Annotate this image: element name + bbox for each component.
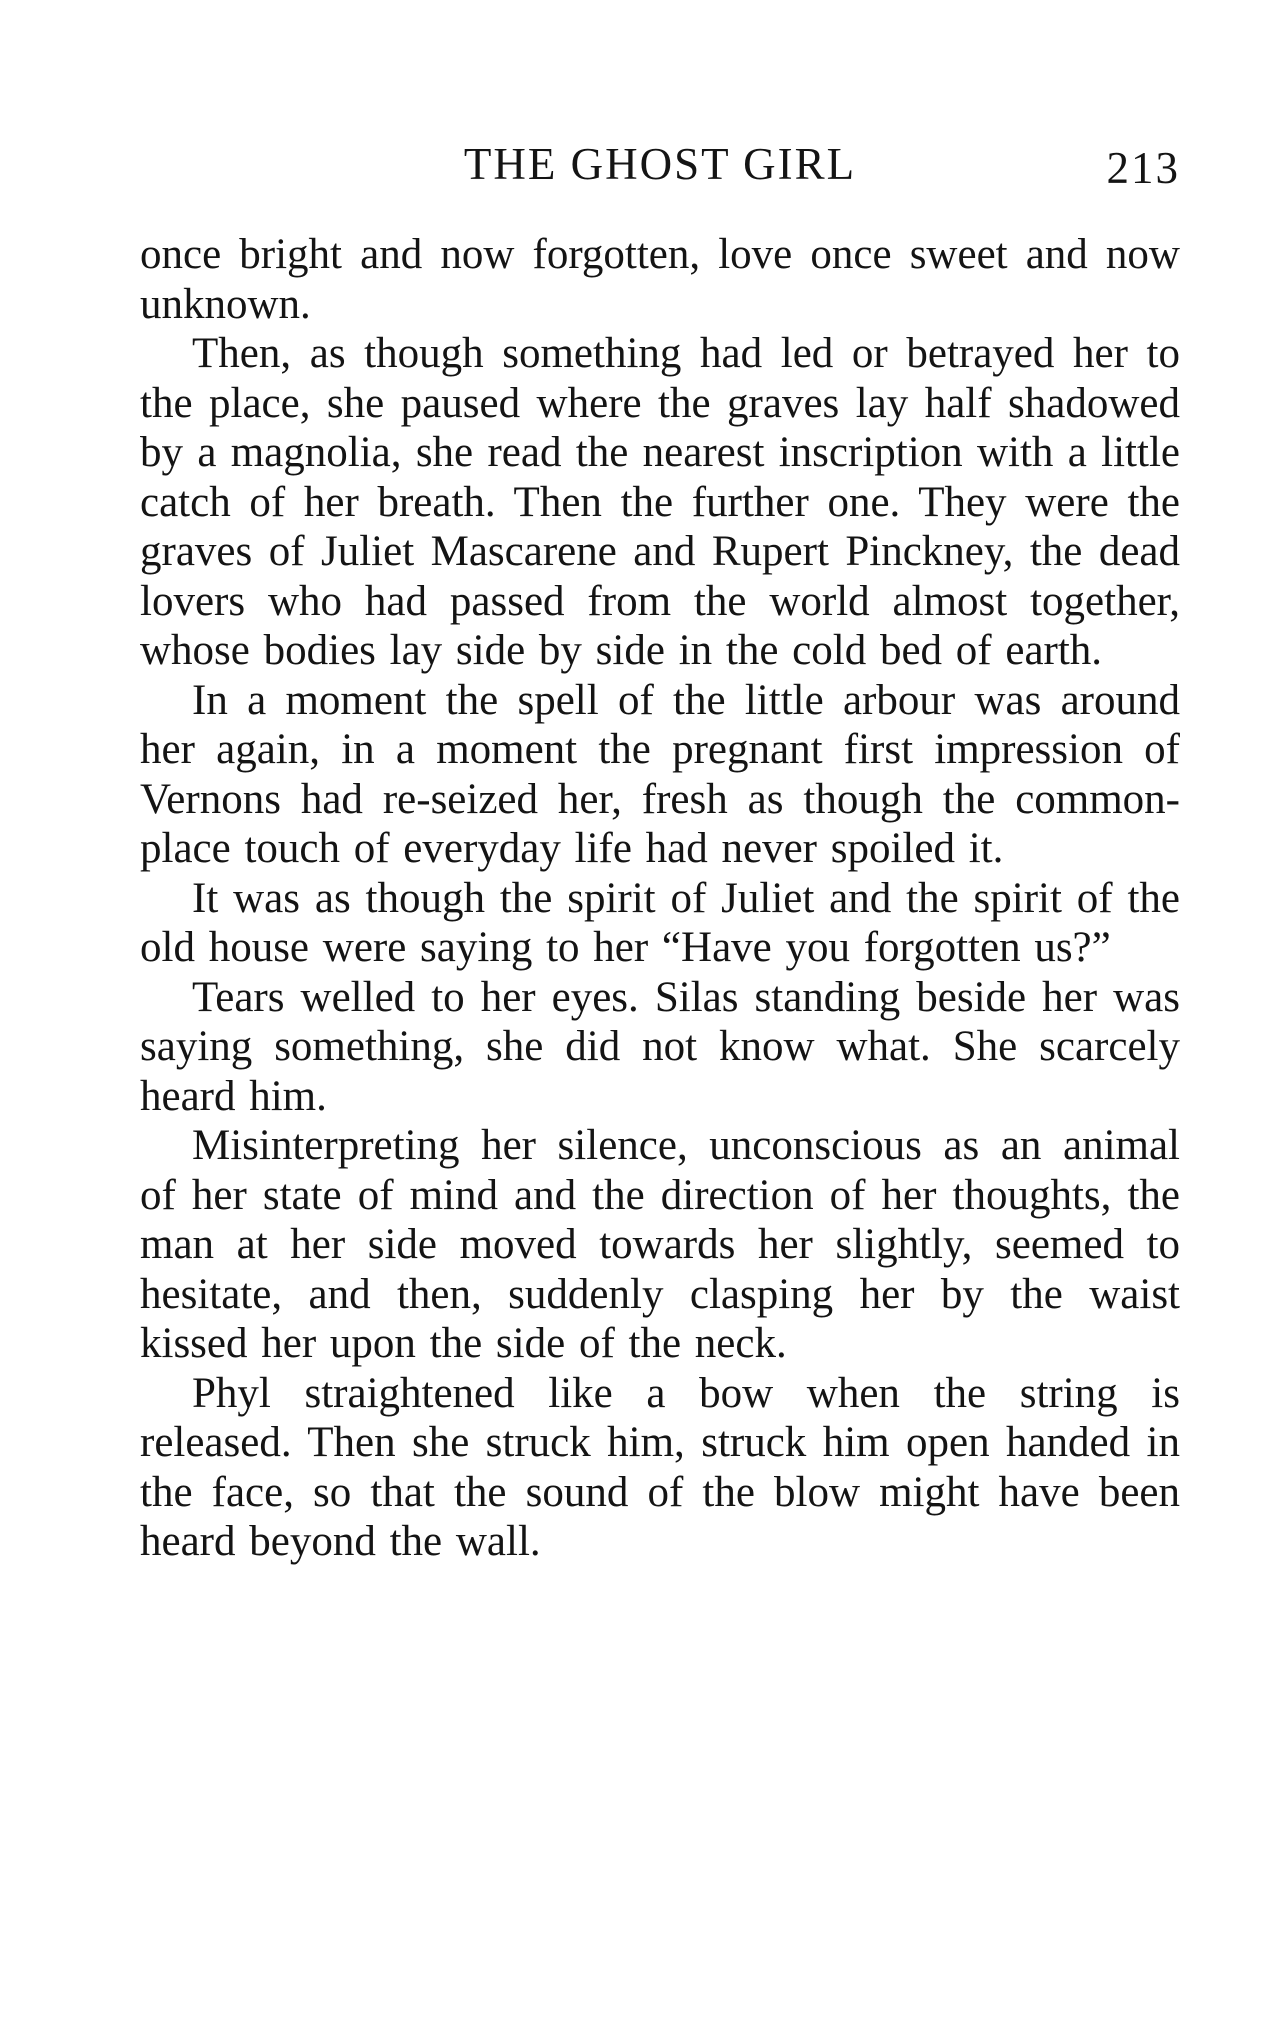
paragraph: Misinterpreting her silence, unconscious as an animal of her state of mind and the direction of her thoughts, the man at her side moved towards her slightly, seemed to hesitate, and then, suddenly clasping her by the waist kissed her upon the side of the neck.: [140, 1122, 1180, 1367]
running-head: [140, 134, 1180, 194]
paragraph: In a moment the spell of the little arbour was around her again, in a moment the pregnant first impression of Vernons had re-seized her, fresh as though the common-place touch of everyday life had never spoiled it.: [140, 676, 1180, 872]
running-title: THE GHOST GIRL: [463, 139, 857, 189]
paragraph-continued: once bright and now forgotten, love once sweet and now unknown.: [140, 231, 1180, 328]
body-text: [140, 230, 1180, 1567]
paragraph: Phyl straightened like a bow when the string is released. Then she struck him, struck him open handed in the face, so that the sound of the blow might have been heard beyond the wall.: [140, 1369, 1180, 1565]
paragraph: Tears welled to her eyes. Silas standing beside her was saying something, she did not know what. She scarcely heard him.: [140, 973, 1180, 1120]
page-number: 213: [1106, 143, 1180, 193]
paragraph: Then, as though something had led or betrayed her to the place, she paused where the graves lay half shadowed by a magnolia, she read the nearest inscription with a little catch of her breath. Then the further one. They were the graves of Juliet Mascarene and Rupert Pinckney, the dead lovers who had passed from the world almost together, whose bodies lay side by side in the cold bed of earth.: [140, 330, 1180, 674]
paragraph: It was as though the spirit of Juliet and the spirit of the old house were saying to her “Have you forgotten us?”: [140, 874, 1180, 971]
